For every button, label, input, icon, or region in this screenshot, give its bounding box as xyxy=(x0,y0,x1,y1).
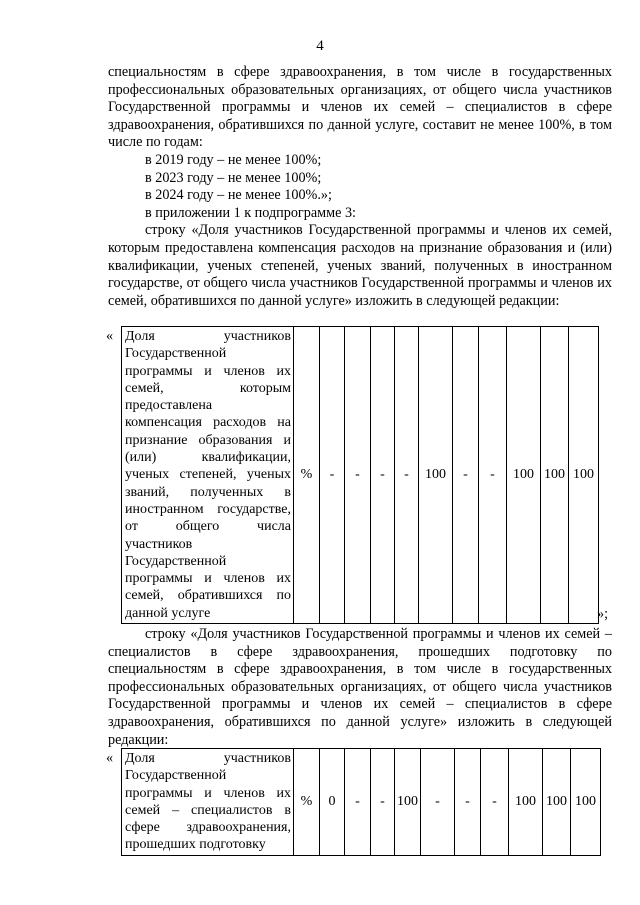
table-row xyxy=(122,327,599,624)
value-cell: 100 xyxy=(569,327,599,624)
value-cell: 100 xyxy=(543,749,571,856)
year-2019-line: в 2019 году – не менее 100%; xyxy=(145,151,322,168)
value-cell: 100 xyxy=(509,749,543,856)
value-cell: - xyxy=(481,749,509,856)
value-cell: - xyxy=(455,749,481,856)
value-cell: - xyxy=(320,327,345,624)
opening-quote-1: « xyxy=(106,328,114,344)
indicator-description-cell: Доля участников Государственной программы и членов их семей, которым предоставлена компенсация расходов на признание образования и (или) квалификации, ученых степеней, ученых званий, полученных в иностранном государстве, от общего числа участников Государственной программы и членов их семей, обратившихся по данной услуге xyxy=(122,327,294,624)
row-intro-paragraph-1: строку «Доля участников Государственной программы и членов их семей, которым предоставлена компенсация расходов на признание образования и (или) квалификации, ученых степеней, ученых званий, полученных в иностранном государстве, от общего числа участников Государственной программы и членов их семей, обратившихся по данной услуге» изложить в следующей редакции: xyxy=(108,222,612,309)
text-block-second xyxy=(108,626,612,749)
value-cell: - xyxy=(453,327,479,624)
indicator-description-cell: Доля участников Государственной программы и членов их семей – специалистов в сфере здравоохранения, прошедших подготовку xyxy=(122,749,294,856)
appendix-line: в приложении 1 к подпрограмме 3: xyxy=(145,204,356,221)
closing-quote-1: »; xyxy=(597,606,609,622)
indicator-table-2 xyxy=(121,748,601,856)
page-number: 4 xyxy=(316,38,324,54)
year-2024-line: в 2024 году – не менее 100%.»; xyxy=(145,187,332,204)
value-cell: - xyxy=(371,327,395,624)
row-intro-paragraph-2: строку «Доля участников Государственной программы и членов их семей – специалистов в сфере здравоохранения, прошедших подготовку по специальностям в сфере здравоохранения, в том числе в государственных профессиональных образовательных организациях, от общего числа участников Государственной программы и членов их семей – специалистов в сфере здравоохранения, обратившихся по данной услуге» изложить в следующей редакции: xyxy=(108,626,612,748)
value-cell: 100 xyxy=(419,327,453,624)
table-row xyxy=(122,749,601,856)
value-cell: 100 xyxy=(395,749,421,856)
text-block-intro xyxy=(108,64,612,310)
value-cell: - xyxy=(345,327,371,624)
unit-cell: % xyxy=(294,749,320,856)
value-cell: 0 xyxy=(320,749,345,856)
year-2023-line: в 2023 году – не менее 100%; xyxy=(145,169,322,186)
indicator-table-1 xyxy=(121,326,599,624)
opening-quote-2: « xyxy=(106,750,114,766)
value-cell: 100 xyxy=(507,327,541,624)
value-cell: - xyxy=(479,327,507,624)
unit-cell: % xyxy=(294,327,320,624)
value-cell: - xyxy=(345,749,371,856)
value-cell: 100 xyxy=(541,327,569,624)
value-cell: - xyxy=(395,327,419,624)
value-cell: - xyxy=(421,749,455,856)
paragraph-target-indicator: специальностям в сфере здравоохранения, в том числе в государственных профессиональных образовательных организациях, от общего числа участников Государственной программы и членов их семей – специалистов в сфере здравоохранения, обратившихся по данной услуге, составит не менее 100%, в том числе по годам: xyxy=(108,64,612,151)
value-cell: - xyxy=(371,749,395,856)
value-cell: 100 xyxy=(571,749,601,856)
